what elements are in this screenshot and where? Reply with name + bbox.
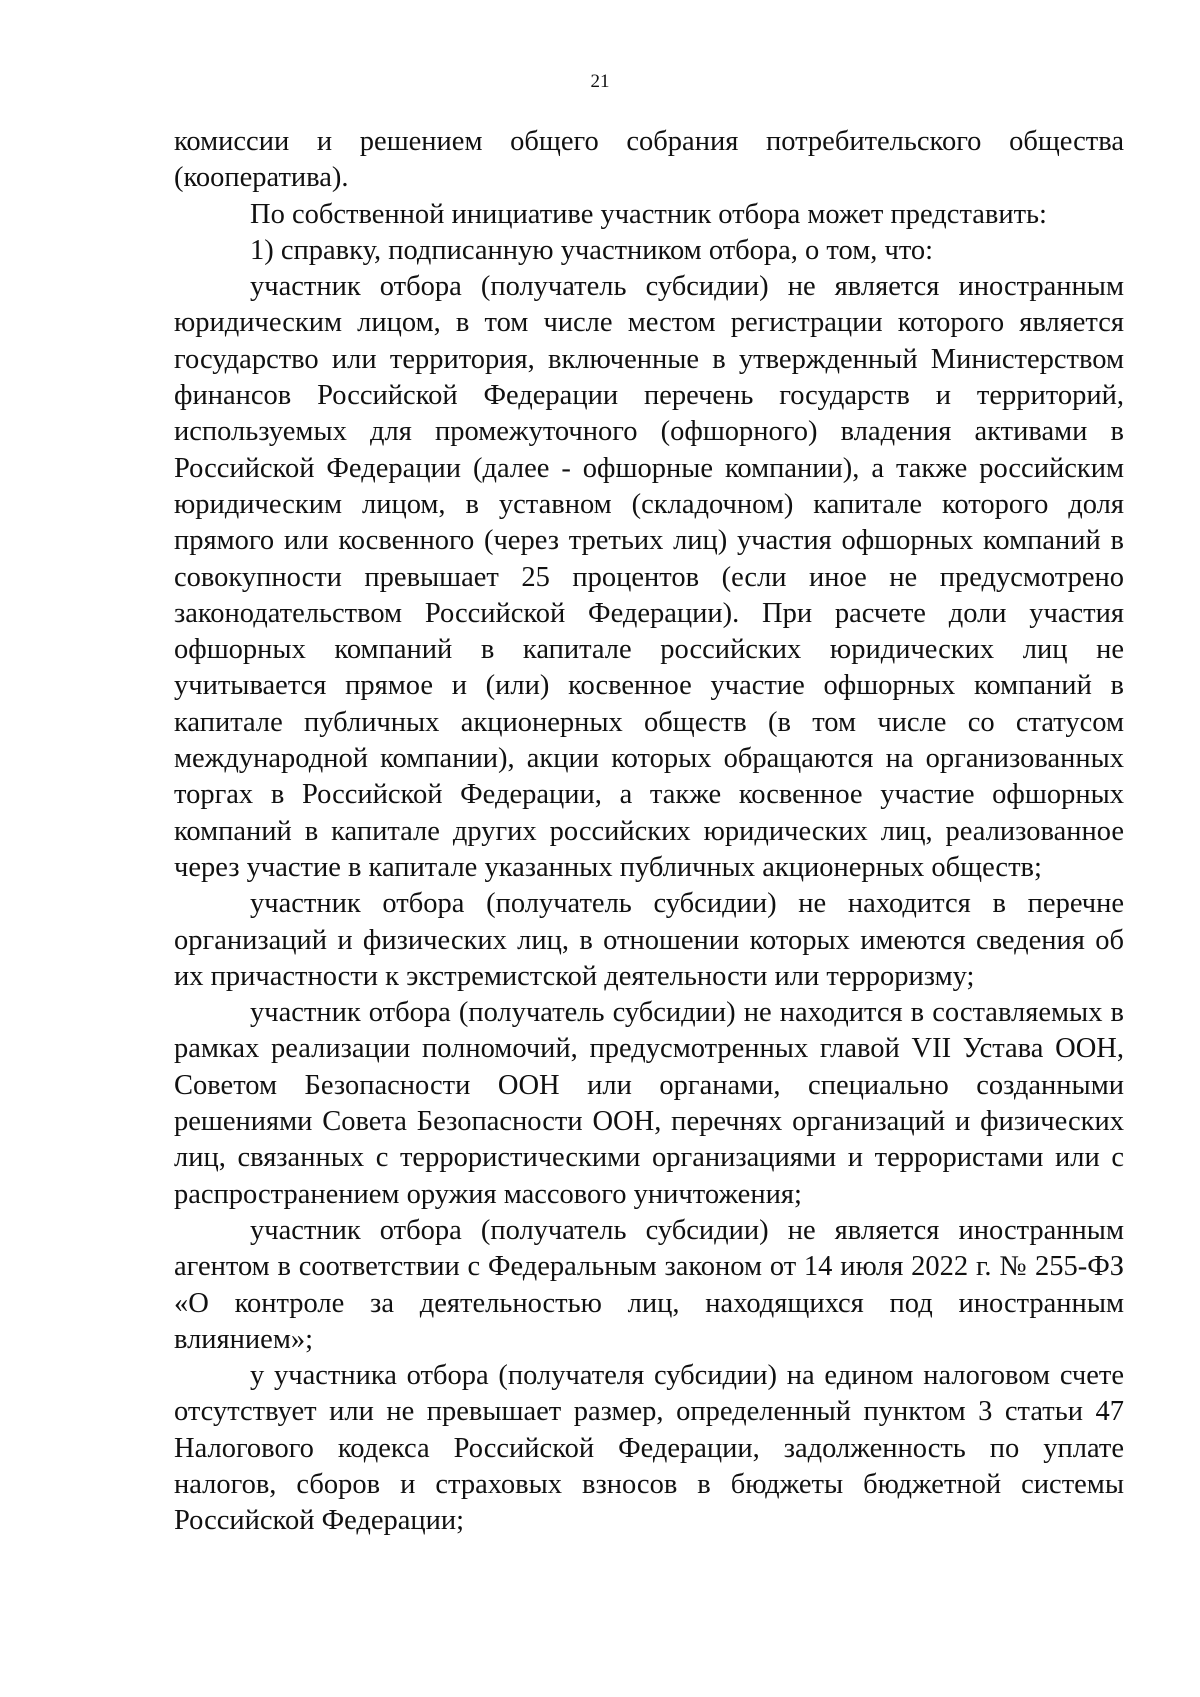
paragraph-continuation: комиссии и решением общего собрания потребительского общества (кооператива). [174, 126, 1124, 194]
paragraph-item-1: 1) справку, подписанную участником отбора, о том, что: [250, 234, 934, 266]
paragraph-initiative: По собственной инициативе участник отбора может представить: [250, 198, 1047, 230]
paragraph-un-lists: участник отбора (получатель субсидии) не находится в составляемых в рамках реализации полномочий, предусмотренных главой VII Устава ООН, Советом Безопасности ООН или органами, специально созданными решениями Совета Безопасности ООН, перечнях организаций и физических лиц, связанных с террористическими организациями и террористами или с распространением оружия массового уничтожения; [174, 997, 1124, 1210]
paragraph-tax-debt: у участника отбора (получателя субсидии) на едином налоговом счете отсутствует или не превышает размер, определенный пунктом 3 статьи 47 Налогового кодекса Российской Федерации, задолженность по уплате налогов, сборов и страховых взносов в бюджеты бюджетной системы Российской Федерации; [174, 1360, 1124, 1537]
document-body [174, 124, 1124, 1540]
paragraph-offshore: участник отбора (получатель субсидии) не является иностранным юридическим лицом, в том числе местом регистрации которого является государство или территория, включенные в утвержденный Министерством финансов Российской Федерации перечень государств и территорий, используемых для промежуточного (офшорного) владения активами в Российской Федерации (далее - офшорные компании), а также российским юридическим лицом, в уставном (складочном) капитале которого доля прямого или косвенного (через третьих лиц) участия офшорных компаний в совокупности превышает 25 процентов (если иное не предусмотрено законодательством Российской Федерации). При расчете доли участия офшорных компаний в капитале российских юридических лиц не учитывается прямое и (или) косвенное участие офшорных компаний в капитале публичных акционерных обществ (в том числе со статусом международной компании), акции которых обращаются на организованных торгах в Российской Федерации, а также косвенное участие офшорных компаний в капитале других российских юридических лиц, реализованное через участие в капитале указанных публичных акционерных обществ; [174, 271, 1124, 883]
paragraph-extremism: участник отбора (получатель субсидии) не находится в перечне организаций и физических лиц, в отношении которых имеются сведения об их причастности к экстремистской деятельности или терроризму; [174, 888, 1124, 992]
page-number: 21 [590, 71, 610, 92]
paragraph-foreign-agent: участник отбора (получатель субсидии) не является иностранным агентом в соответствии с Федеральным законом от 14 июля 2022 г. № 255-ФЗ «О контроле за деятельностью лиц, находящихся под иностранным влиянием»; [174, 1214, 1124, 1355]
